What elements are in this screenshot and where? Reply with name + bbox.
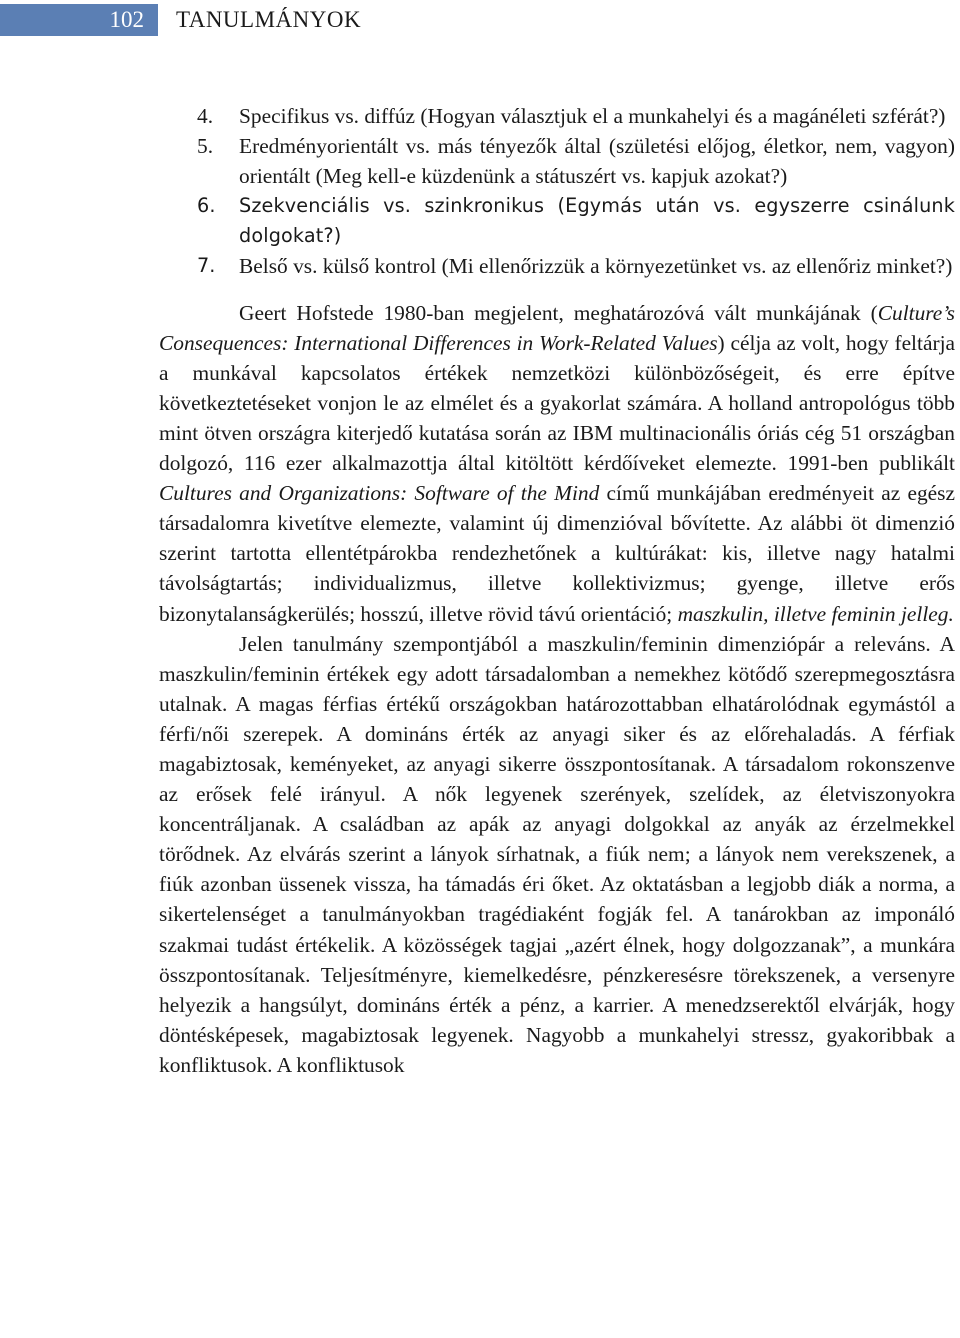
page-content <box>159 101 955 1080</box>
page-header <box>0 0 960 40</box>
paragraph-text: Geert Hofstede 1980-ban megjelent, meghatározóvá vált munkájának ( <box>239 300 878 325</box>
paragraph-text: ) célja az volt, hogy feltárja a munkával kapcsolatos értékek nemzetközi különbözőségeit, és erre építve következtetéseket vonjon le az elmélet és a gyakorlat számára. A holland antropológus több mint ötven országra kiterjedő kutatása során az IBM multinacionális óriás cég 51 országban dolgozó, 116 ezer alkalmazottja által kitöltött kérdőíveket elemezte. 1991-ben publikált <box>159 330 956 476</box>
list-item-text: Szekvenciális vs. szinkronikus (Egymás után vs. egyszerre csinálunk dolgokat?) <box>239 194 955 248</box>
page-number: 102 <box>0 4 158 36</box>
list-item-number: 7. <box>197 254 216 278</box>
book-title-italic: Culture’s Consequences: International Differences in Work-Related Values <box>159 300 955 355</box>
paragraph-text: című munkájában eredményeit az egész társadalomra kivetítve elemezte, valamint új dimenzióval bővítette. Az alábbi öt dimenzió szerint tartotta ellentétpárokba rendezhetőnek a kultúrákat: kis, illetve nagy hatalmi távolságtartás; individualizmus, illetve kollektivizmus; gyenge, illetve erős bizonytalanságkerülés; hosszú, illetve rövid távú orientáció; <box>159 481 955 626</box>
paragraph-masculine-feminine: Jelen tanulmány szempontjából a maszkulin/feminin dimenziópár a releváns. A maszkulin/feminin értékek egy adott társadalomban a nemekhez kötődő szerepmegosztásra utalnak. A magas férfias értékű országokban határozottabban elhatárolódnak egymástól a férfi/női szerepek. A domináns érték az anyagi siker és az előrehaladás. A férfiak magabiztosak, keményeket, az anyagi sikerre összpontosítanak. A társadalom rokonszenve az erősek felé irányul. A nők legyenek szerények, szelídek, az életviszonyokra koncentráljanak. A családban az apák az anyagi dolgokkal az anyák az érzelmekkel törődnek. Az elvárás szerint a lányok sírhatnak, a fiúk nem; a lányok nem verekszenek, a fiúk azonban üssenek vissza, ha támadás éri őket. Az oktatásban a legjobb diák a norma, a sikertelenséget a tanulmányokban tragédiaként fogják fel. A tanárokban az imponáló szakmai tudást értékelik. A közösségek tagjai „azért élnek, hogy dolgozzanak”, a munkára összpontosítanak. Teljesítményre, kiemelkedésre, pénzkeresésre törekszenek, a versenyre helyezik a hangsúlyt, domináns érték a pénz, a karrier. A menedzserektől elvárják, hogy döntésképesek, magabiztosak legyenek. Nagyobb a munkahelyi stressz, gyakoribbak a konfliktusok. A konfliktusok <box>159 631 955 1077</box>
list-item-text: Belső vs. külső kontrol (Mi ellenőrizzük a környezetünket vs. az ellenőriz minket?) <box>239 254 953 279</box>
list-item <box>159 191 955 251</box>
list-item <box>159 131 955 191</box>
list-item-number: 6. <box>197 194 216 218</box>
list-item-text: Specifikus vs. diffúz (Hogyan választjuk el a munkahelyi és a magánéleti szférát?) <box>239 104 946 128</box>
list-item-text: Eredményorientált vs. más tényezők által (születési előjog, életkor, nem, vagyon) orientált (Meg kell-e küzdenünk a státuszért vs. kapjuk azokat?) <box>239 134 955 189</box>
list-item-number: 5. <box>197 134 214 159</box>
list-item-number: 4. <box>197 104 214 128</box>
section-title: TANULMÁNYOK <box>176 7 362 32</box>
list-item <box>159 101 955 131</box>
paragraph-hofstede <box>159 298 955 629</box>
list-item <box>159 251 955 281</box>
numbered-list <box>159 101 955 282</box>
book-title-italic: Cultures and Organizations: Software of the Mind <box>159 481 600 506</box>
emphasis-italic: maszkulin, illetve feminin jelleg. <box>677 601 954 626</box>
